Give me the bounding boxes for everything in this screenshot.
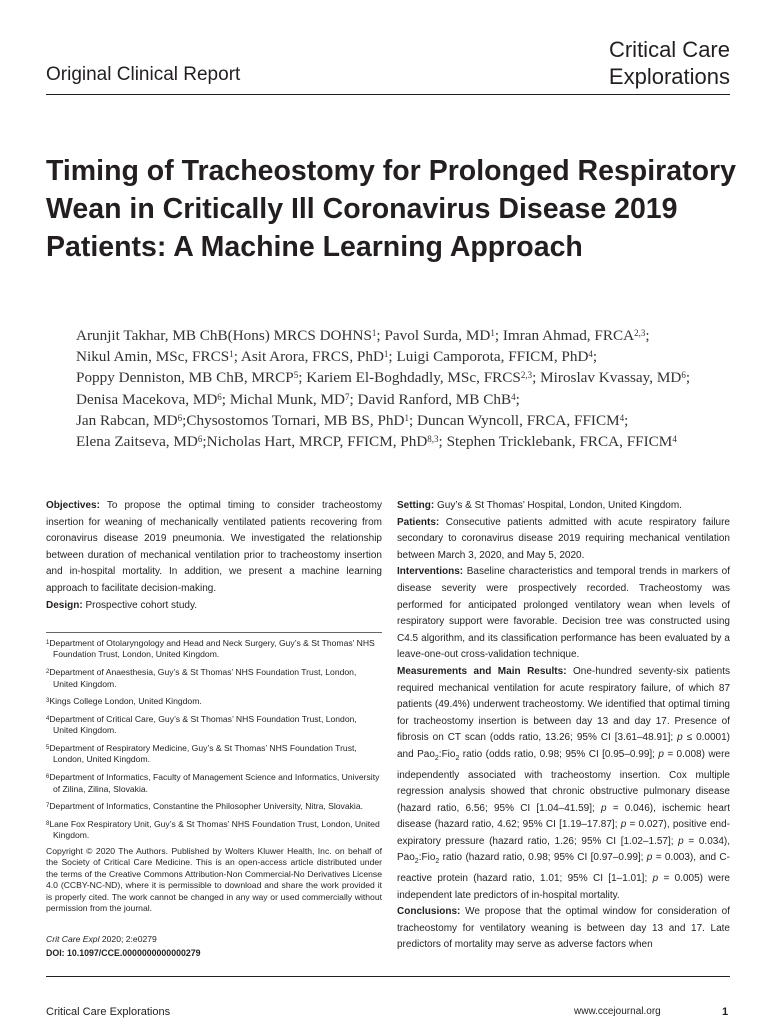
design-text: Prospective cohort study. — [82, 599, 197, 611]
author-name: Kariem El-Boghdadly, MSc, FRCS — [306, 369, 521, 387]
author-separator: ; — [438, 433, 447, 451]
results-text: ratio (odds ratio, 0.98; 95% CI [0.95–0.99]; — [459, 748, 659, 760]
author-separator: ; — [202, 433, 207, 451]
affiliation-text: Department of Informatics, Faculty of Management Science and Informatics, University of Zilina, Zilina, Slovakia. — [49, 772, 380, 794]
author-name: Nikul Amin, MSc, FRCS — [76, 348, 230, 366]
affiliation-text: Department of Anaesthesia, Guy’s & St Thomas’ NHS Foundation Trust, London, United Kingdom. — [49, 667, 357, 689]
author — [417, 412, 628, 429]
setting-paragraph — [397, 498, 730, 515]
author-separator: ; — [221, 390, 230, 408]
affiliation-number: 1 — [46, 640, 50, 646]
patients-text: Consecutive patients admitted with acute respiratory failure secondary to coronavirus disease 2019 requiring mechanical ventilation between March 3, 2020, and May 5, 2020. — [397, 516, 730, 561]
affiliations-list — [46, 638, 382, 848]
author — [76, 327, 384, 344]
author-name: Arunjit Takhar, MB ChB(Hons) MRCS DOHNS — [76, 327, 372, 344]
setting-label: Setting: — [397, 500, 435, 511]
results-text: ≤ 0.0001) and Pa — [397, 732, 730, 760]
author — [230, 391, 358, 408]
author-list — [76, 325, 716, 452]
patients-paragraph — [397, 515, 730, 565]
author-separator: ; — [182, 411, 187, 429]
author — [447, 433, 677, 450]
affiliation-number: 6 — [46, 774, 50, 781]
p-symbol: p — [600, 802, 607, 814]
author-affiliation-number: 6 — [177, 412, 183, 423]
header-divider — [46, 94, 730, 95]
results-text: = 0.046), ischemic heart disease (hazard ratio, 4.62; 95% CI [1.19–17.87]; — [397, 802, 731, 831]
affiliation-number: 5 — [46, 745, 50, 752]
author-separator: ; — [388, 348, 397, 366]
author-name: Chysostomos Tornari, MB BS, PhD — [186, 411, 405, 429]
author-separator: ; — [645, 327, 650, 344]
conclusions-label: Conclusions: — [397, 906, 461, 918]
p-symbol: p — [646, 852, 653, 864]
results-text: One-hundred seventy-six patients required mechanical ventilation for acute respiratory failure, of which 87 patients (49.4%) underwent tracheostomy. We identified that optimal timing for tracheostomy insertion is between day 13 and day 17. Presence of fibrosis on CT scan (odds ratio, 13.26; 95% CI [3.61–48.91]; — [397, 665, 730, 744]
affiliation-text: Kings College London, United Kingdom. — [49, 696, 202, 707]
subscript-2: 2 — [435, 858, 440, 866]
author — [76, 348, 241, 365]
author-name: Denisa Macekova, MD — [76, 390, 218, 408]
author-separator: ; — [376, 327, 385, 344]
p-symbol: p — [678, 835, 684, 847]
author-affiliation-number: 1 — [371, 328, 377, 338]
results-paragraph — [397, 664, 730, 904]
affiliation-item — [46, 819, 382, 842]
author-separator: ; — [532, 369, 541, 387]
affiliation-text: Department of Otolaryngology and Head and Neck Surgery, Guy’s & St Thomas’ NHS Foundation Trust, London, United Kingdom. — [49, 638, 375, 660]
author-separator: ; — [298, 369, 307, 387]
setting-text: Guy’s & St Thomas’ Hospital, London, United Kingdom. — [434, 500, 682, 511]
author-affiliation-number: 8,3 — [427, 434, 439, 445]
author — [384, 327, 502, 344]
author-separator: ; — [592, 348, 598, 366]
author-name: Pavol Surda, MD — [384, 327, 491, 344]
p-symbol: p — [658, 748, 664, 760]
affiliation-text: Department of Informatics, Constantine the Philosopher University, Nitra, Slovakia. — [49, 801, 363, 812]
author-separator: ; — [408, 411, 417, 429]
affiliation-item — [46, 696, 382, 707]
author-name: Poppy Denniston, MB ChB, MRCP — [76, 369, 294, 387]
doi[interactable]: DOI: 10.1097/CCE.0000000000000279 — [46, 948, 201, 958]
affiliation-item — [46, 801, 382, 812]
author — [241, 348, 397, 365]
conclusions-paragraph — [397, 904, 730, 954]
author-separator: ; — [349, 390, 358, 408]
author — [540, 369, 690, 386]
copyright-notice: Copyright © 2020 The Authors. Published by Wolters Kluwer Health, Inc. on behalf of the Society of Critical Care Medicine. This is an open-access article distributed under the terms of the Creative Commons Attribution-Non Commercial-No Derivatives License 4.0 (CCBY-NC-ND), where it is permissible to download and share the work provided it is properly cited. The work cannot be changed in any way or used commercially without permission from the journal. — [46, 846, 382, 914]
author — [207, 433, 447, 450]
interventions-paragraph — [397, 564, 730, 664]
results-text: = 0.027), positive end-expiratory pressure (hazard ratio, 1.26; 95% CI [1.02–1.57]; — [397, 819, 730, 847]
author-affiliation-number: 4 — [672, 434, 677, 445]
affiliation-item — [46, 667, 382, 690]
results-label: Measurements and Main Results: — [397, 665, 567, 677]
author-affiliation-number: 2,3 — [634, 328, 646, 338]
design-label: Design: — [46, 599, 83, 611]
author-name: Stephen Tricklebank, FRCA, FFICM — [446, 433, 673, 451]
affiliation-item — [46, 772, 382, 795]
author-affiliation-number: 2,3 — [520, 370, 533, 381]
author-affiliation-number: 6 — [197, 434, 203, 445]
author-name: Michal Munk, MD — [229, 390, 345, 408]
affiliation-number: 4 — [46, 715, 50, 722]
author-affiliation-number: 1 — [490, 328, 495, 338]
footer-divider — [46, 976, 730, 977]
author-affiliation-number: 4 — [588, 349, 593, 360]
article-title: Timing of Tracheostomy for Prolonged Respiratory Wean in Critically Ill Coronavirus Disease 2019 Patients: A Machine Learning Approach — [46, 155, 736, 263]
subscript-2: 2 — [414, 858, 419, 866]
author — [76, 369, 306, 386]
author-affiliation-number: 7 — [345, 391, 350, 402]
affiliations-divider — [46, 632, 382, 633]
results-text: :Fi — [418, 852, 430, 864]
author-affiliation-number: 4 — [511, 391, 516, 402]
journal-name-line2: Explorations — [608, 64, 730, 89]
author-affiliation-number: 6 — [681, 370, 686, 381]
citation — [46, 934, 157, 945]
results-text: :Fi — [438, 748, 450, 760]
author-affiliation-number: 4 — [619, 412, 625, 423]
footer-journal-name: Critical Care Explorations — [46, 1006, 171, 1018]
o-symbol: o — [429, 852, 436, 864]
o-symbol: o — [449, 748, 456, 760]
footer-url[interactable]: www.ccejournal.org — [574, 1006, 661, 1017]
conclusions-text: We propose that the optimal window for consideration of tracheostomy for ventilatory weaning is between day 13 and 17. Late predictors of mortality may serve as adverse factors when — [397, 906, 730, 951]
results-text: = 0.008) were independently associated with tracheostomy insertion. Cox multiple regression analysis showed that chronic obstructive pulmonary disease (hazard ratio, 6.56; 95% CI [1.04–41.59]; — [397, 748, 730, 814]
design-paragraph — [46, 598, 382, 615]
affiliation-text: Department of Respiratory Medicine, Guy’s & St Thomas’ NHS Foundation Trust, London, United Kingdom. — [49, 743, 357, 765]
author-affiliation-number: 1 — [229, 349, 234, 360]
p-symbol: p — [677, 732, 683, 744]
author — [306, 369, 540, 386]
patients-label: Patients: — [397, 516, 440, 528]
results-text: ratio (hazard ratio, 0.98; 95% CI [0.97–0.99]; — [439, 852, 647, 864]
interventions-text: Baseline characteristics and temporal trends in markers of disease severity were prospectively recorded. Tracheostomy was performed for anticipated prolonged ventilatory wean when levels of respiratory support were favorable. Decision tree was constructed using C4.5 algorithm, and its classification performance has been evaluated by a leave-one-out cross-validation technique. — [397, 566, 730, 661]
author — [503, 327, 650, 344]
author — [76, 412, 186, 429]
affiliation-item — [46, 743, 382, 766]
page-number: 1 — [722, 1006, 729, 1018]
affiliation-number: 2 — [46, 669, 50, 676]
author-name: Duncan Wyncoll, FRCA, FFICM — [417, 411, 620, 429]
author-affiliation-number: 6 — [217, 391, 222, 402]
results-text: = 0.034), Pa — [397, 835, 730, 864]
author-name: Asit Arora, FRCS, PhD — [240, 348, 384, 366]
results-text: = 0.005) were independent late predictors of in-hospital mortality. — [397, 873, 730, 901]
affiliation-number: 7 — [46, 803, 50, 810]
author — [358, 391, 520, 408]
author-affiliation-number: 1 — [404, 412, 409, 423]
author-separator: ; — [515, 390, 520, 408]
citation-journal: Crit Care Expl — [46, 934, 100, 944]
o-symbol: o — [429, 748, 435, 760]
objectives-text: To propose the optimal timing to consider tracheostomy insertion for weaning of mechanically ventilated patients recovering from coronavirus disease 2019 pneumonia. We investigated the relationship between duration of mechanical ventilation prior to tracheostomy insertion and in-hospital mortality. In addition, we present a machine learning approach to facilitate decision-making. — [46, 500, 382, 594]
citation-details: 2020; 2:e0279 — [99, 934, 157, 944]
author-name: Nicholas Hart, MRCP, FFICM, PhD — [206, 433, 428, 451]
author-separator: ; — [685, 369, 691, 387]
results-text: = 0.003), and C-reactive protein (hazard ratio, 1.01; 95% CI [1–1.01]; — [397, 852, 730, 885]
author-separator: ; — [494, 327, 503, 344]
author — [76, 433, 207, 450]
affiliation-text: Department of Critical Care, Guy’s & St Thomas’ NHS Foundation Trust, London, United Kingdom. — [49, 713, 357, 736]
author — [186, 412, 417, 429]
p-symbol: p — [652, 873, 659, 885]
author — [396, 348, 597, 365]
author-affiliation-number: 1 — [383, 349, 389, 360]
affiliation-number: 8 — [46, 820, 50, 827]
journal-name — [609, 36, 730, 90]
affiliation-text: Lane Fox Respiratory Unit, Guy’s & St Thomas’ NHS Foundation Trust, London, United Kingdom. — [49, 818, 380, 841]
abstract-left-column — [46, 498, 382, 614]
o-symbol: o — [409, 852, 415, 864]
author-separator: ; — [233, 348, 241, 366]
objectives-label: Objectives: — [46, 500, 100, 511]
journal-name-line1: Critical Care — [608, 37, 730, 62]
p-symbol: p — [620, 819, 627, 831]
author — [76, 391, 230, 408]
interventions-label: Interventions: — [397, 566, 464, 578]
subscript-2: 2 — [455, 754, 460, 762]
author-name: Elena Zaitseva, MD — [76, 433, 198, 451]
author-separator: ; — [624, 411, 629, 429]
author-name: Jan Rabcan, MD — [76, 411, 178, 429]
abstract-right-column — [397, 498, 730, 954]
author-name: Miroslav Kvassay, MD — [540, 369, 682, 387]
section-label: Original Clinical Report — [46, 64, 241, 85]
objectives-paragraph — [46, 498, 382, 598]
author-affiliation-number: 5 — [293, 370, 299, 381]
subscript-2: 2 — [434, 754, 439, 762]
affiliation-item — [46, 714, 382, 737]
affiliation-item — [46, 638, 382, 661]
author-name: Luigi Camporota, FFICM, PhD — [396, 348, 589, 366]
author-name: Imran Ahmad, FRCA — [502, 327, 635, 344]
author-name: David Ranford, MB ChB — [357, 390, 512, 408]
affiliation-number: 3 — [46, 698, 50, 705]
